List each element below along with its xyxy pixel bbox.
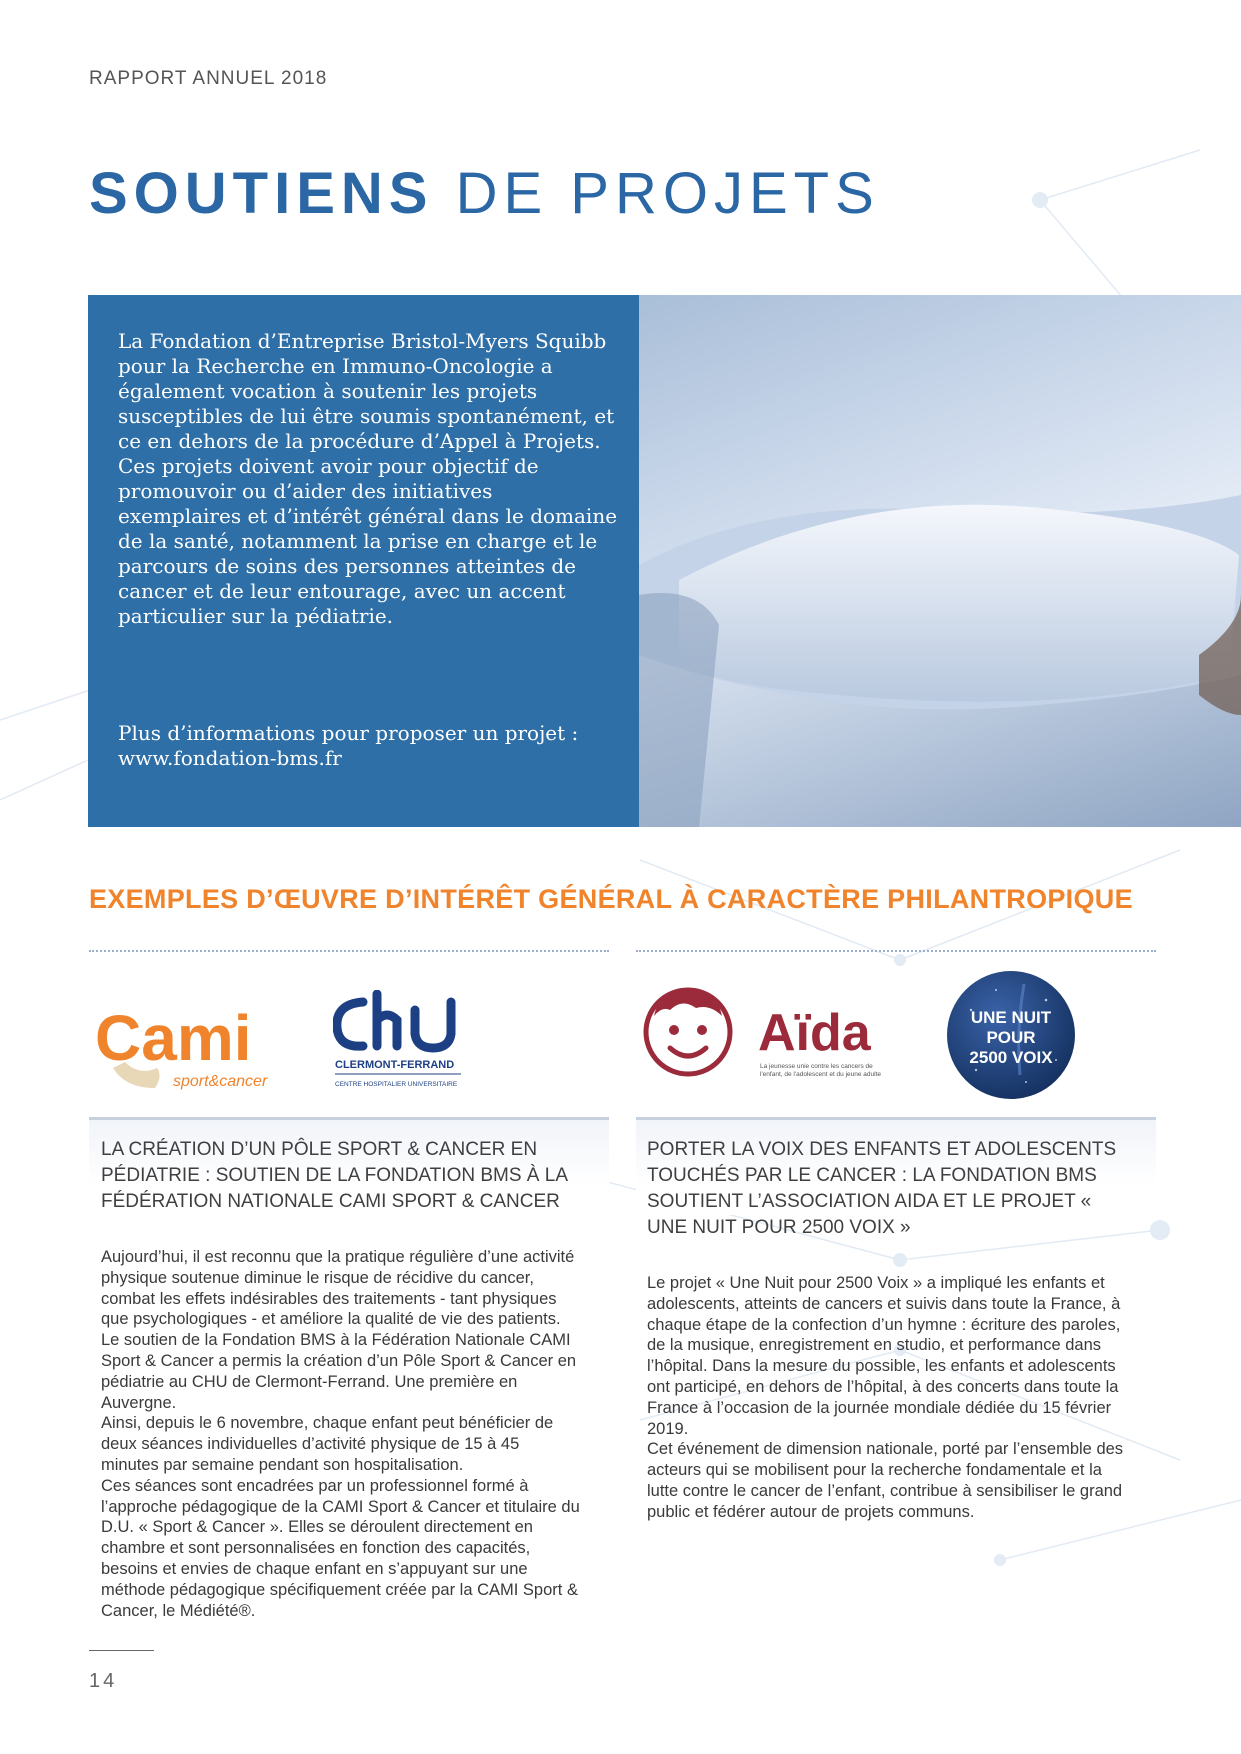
chu-logo bbox=[333, 990, 463, 1090]
intro-paragraph-1: La Fondation d’Entreprise Bristol-Myers Squibb pour la Recherche en Immuno-Oncologie a également vocation à soutenir les projets susceptibles de lui être soumis spontanément, et ce en dehors de la procédure d’Appel à Projets. bbox=[118, 329, 615, 453]
chu-logo-subtext: CENTRE HOSPITALIER UNIVERSITAIRE bbox=[335, 1081, 458, 1088]
report-label: RAPPORT ANNUEL 2018 bbox=[89, 68, 328, 89]
left-column-paragraph-3: Ainsi, depuis le 6 novembre, chaque enfant peut bénéficier de deux séances individuelles d’activité physique de 15 à 45 minutes par semaine pendant son hospitalisation. bbox=[101, 1414, 554, 1474]
intro-box bbox=[88, 295, 639, 827]
right-column-paragraph-1: Le projet « Une Nuit pour 2500 Voix » a impliqué les enfants et adolescents, atteints de cancers et suivis dans toute la France, à chaque étape de la confection d’un hymne : écriture des paroles, de la musique, enregistrement en studio, et performance dans l’hôpital. Dans la mesure du possible, les enfants et adolescents ont participé, en dehors de l’hôpital, à des concerts dans toute la France à l’occasion de la journée mondiale dédiée du 15 février 2019. bbox=[647, 1274, 1121, 1438]
more-info-text: Plus d’informations pour proposer un projet : bbox=[118, 721, 579, 745]
divider-right bbox=[636, 950, 1156, 952]
intro-paragraph-2: Ces projets doivent avoir pour objectif de promouvoir ou d’aider des initiatives exemplaires et d’intérêt général dans le domaine de la santé, notamment la prise en charge et le parcours de soins des personnes atteintes de cancer et de leur entourage, avec un accent particulier sur la pédiatrie. bbox=[118, 454, 618, 628]
une-nuit-logo bbox=[946, 970, 1076, 1100]
pillow-illustration bbox=[639, 295, 1241, 827]
cami-logo-text: Cami bbox=[95, 1002, 252, 1074]
website-link[interactable]: www.fondation-bms.fr bbox=[118, 746, 342, 770]
page-title-rest: DE PROJETS bbox=[455, 161, 880, 226]
left-column-paragraph-1: Aujourd’hui, il est reconnu que la pratique régulière d’une activité physique soutenue diminue le risque de récidive du cancer, combat les effets indésirables des traitements - tant physiques que psychologiques - et améliore la qualité de vie des patients. bbox=[101, 1248, 575, 1329]
left-column-paragraph-4: Ces séances sont encadrées par un professionnel formé à l’approche pédagogique de la CAMI Sport & Cancer et titulaire du D.U. « Sport & Cancer ». Elles se déroulent directement en chambre et sont personnalisées en fonction des capacités, besoins et envies de chaque enfant en s’appuyant sur une méthode pédagogique spécifiquement créée par la CAMI Sport & Cancer, le Médiété®. bbox=[101, 1476, 580, 1620]
right-column-title: PORTER LA VOIX DES ENFANTS ET ADOLESCENTS TOUCHÉS PAR LE CANCER : LA FONDATION BMS SOUTIENT L’ASSOCIATION AIDA ET LE PROJET « UNE NUIT POUR 2500 VOIX » bbox=[647, 1139, 1117, 1238]
footer-line bbox=[89, 1650, 154, 1651]
cami-logo bbox=[95, 990, 290, 1100]
right-column-paragraph-2: Cet événement de dimension nationale, porté par l’ensemble des acteurs qui se mobilisent pour la recherche fondamentale et la lutte contre le cancer de l’enfant, contribue à sensibiliser le grand public et fédérer autour de projets communs. bbox=[647, 1440, 1124, 1521]
aida-logo-text: Aïda bbox=[758, 1004, 871, 1062]
left-column-title: LA CRÉATION D’UN PÔLE SPORT & CANCER EN PÉDIATRIE : SOUTIEN DE LA FONDATION BMS À LA FÉDÉRATION NATIONALE CAMI SPORT & CANCER bbox=[101, 1139, 567, 1212]
chu-logo-city: CLERMONT-FERRAND bbox=[335, 1059, 455, 1071]
left-column-paragraph-2: Le soutien de la Fondation BMS à la Fédération Nationale CAMI Sport & Cancer a permis la création d’un Pôle Sport & Cancer en pédiatrie au CHU de Clermont-Ferrand. Une première en Auvergne. bbox=[101, 1331, 577, 1412]
cami-logo-subtext: sport&cancer bbox=[173, 1073, 268, 1090]
right-column bbox=[647, 1137, 1127, 1523]
aida-logo-graphic bbox=[640, 980, 910, 1085]
aida-logo bbox=[640, 980, 910, 1085]
une-nuit-line-3: 2500 VOIX bbox=[969, 1048, 1053, 1067]
section-heading: EXEMPLES D’ŒUVRE D’INTÉRÊT GÉNÉRAL À CARACTÈRE PHILANTROPIQUE bbox=[89, 884, 1133, 914]
une-nuit-logo-graphic bbox=[946, 970, 1076, 1100]
aida-tagline-2: l'enfant, de l'adolescent et du jeune adulte bbox=[760, 1071, 882, 1078]
hospital-pillow-photo bbox=[639, 295, 1241, 827]
chu-logo-graphic bbox=[333, 990, 463, 1090]
cami-logo-graphic bbox=[95, 990, 290, 1100]
page-number: 14 bbox=[89, 1670, 118, 1692]
une-nuit-line-1: UNE NUIT bbox=[970, 1008, 1052, 1027]
aida-tagline-1: La jeunesse unie contre les cancers de bbox=[760, 1063, 873, 1070]
left-column bbox=[101, 1137, 581, 1621]
page-title bbox=[89, 160, 880, 227]
divider-left bbox=[89, 950, 609, 952]
page-title-bold: SOUTIENS bbox=[89, 161, 434, 226]
une-nuit-line-2: POUR bbox=[986, 1028, 1036, 1047]
